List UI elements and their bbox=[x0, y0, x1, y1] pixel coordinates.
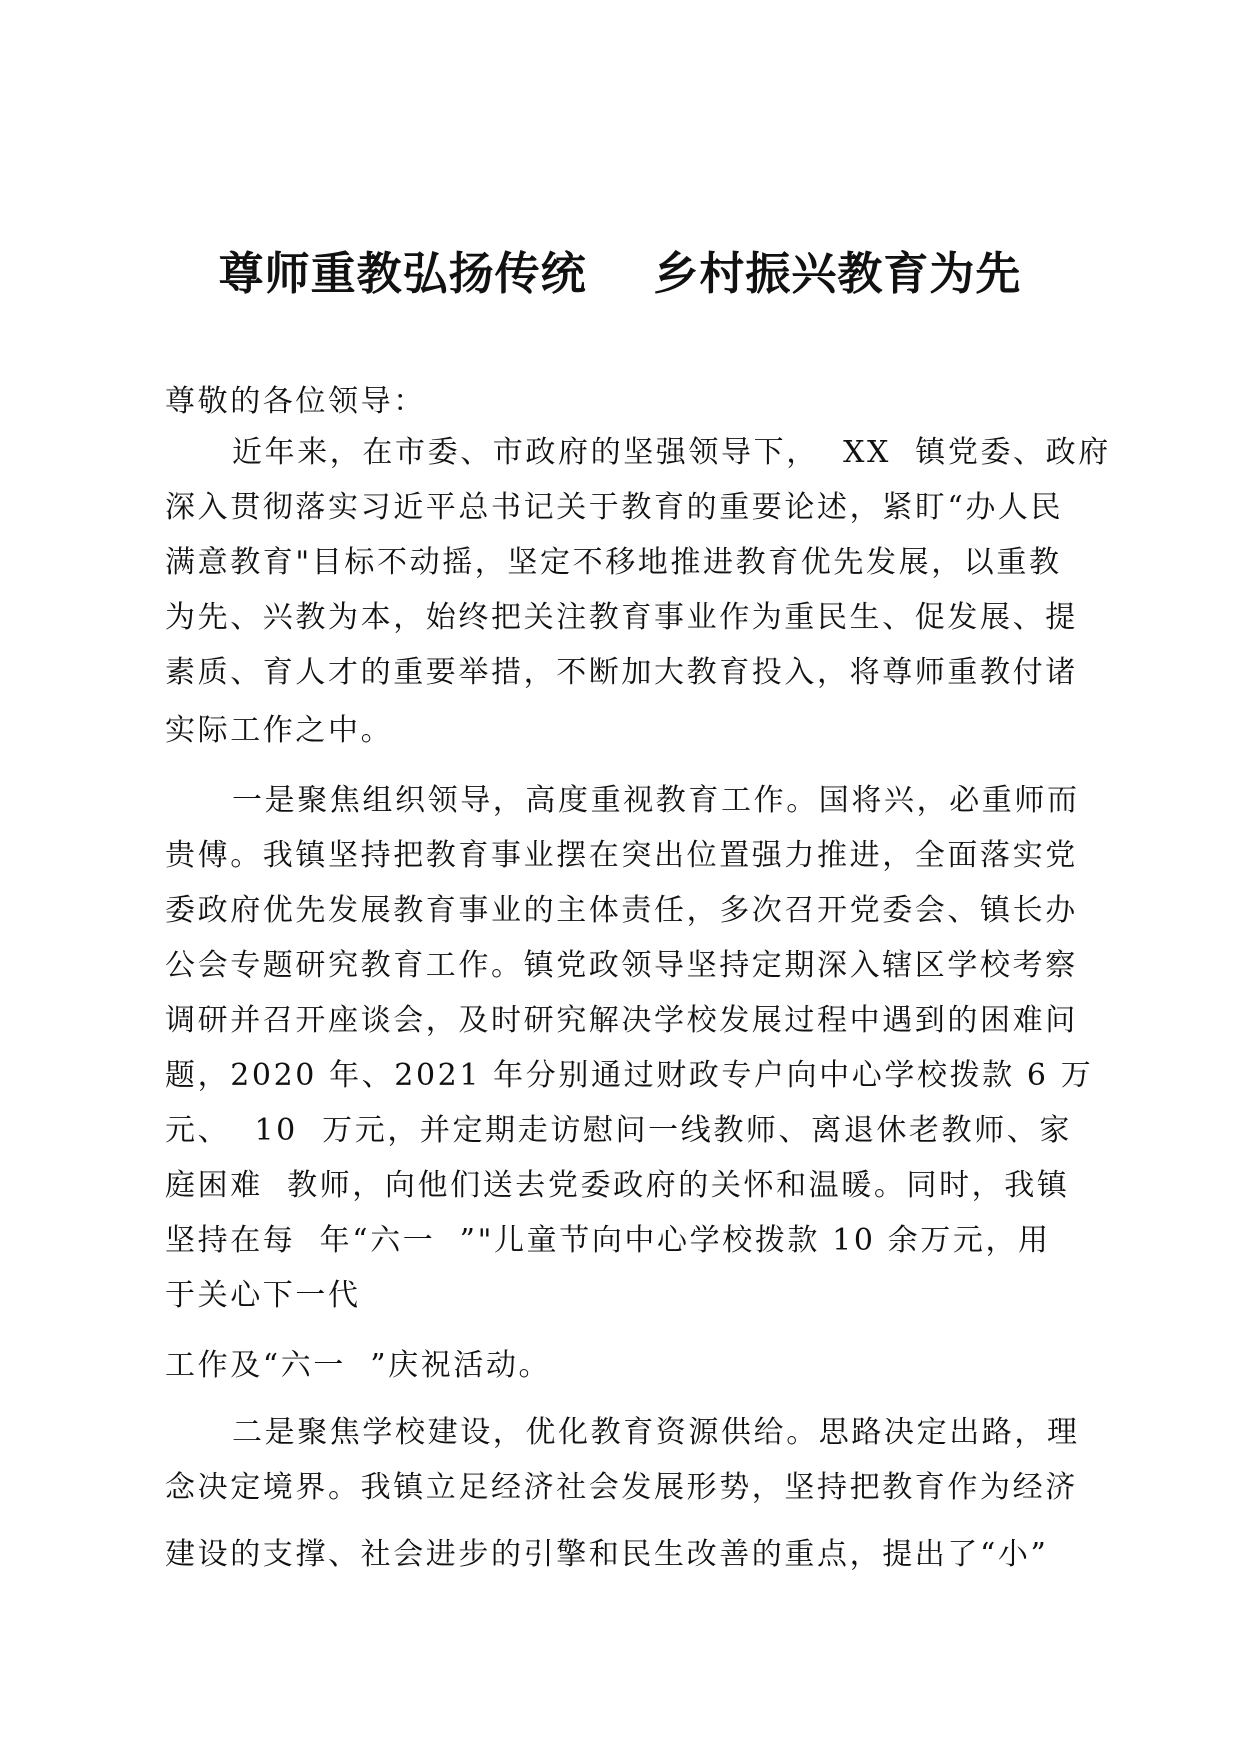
paragraph-line: 贵傅。我镇坚持把教育事业摆在突出位置强力推进，全面落实党 bbox=[165, 838, 1078, 873]
paragraph-line: 为先、兴教为本，始终把关注教育事业作为重民生、促发展、提 bbox=[165, 600, 1078, 635]
paragraph-line: 实际工作之中。 bbox=[165, 713, 394, 748]
paragraph-line: 于关心下一代 bbox=[165, 1278, 361, 1313]
document-title: 尊师重教弘扬传统 乡村振兴教育为先 bbox=[218, 247, 1022, 300]
paragraph-line: 二是聚焦学校建设，优化教育资源供给。思路决定出路，理 bbox=[232, 1415, 1080, 1450]
greeting: 尊敬的各位领导： bbox=[165, 384, 426, 419]
paragraph-line: 念决定境界。我镇立足经济社会发展形势，坚持把教育作为经济 bbox=[165, 1470, 1078, 1505]
paragraph-line: 调研并召开座谈会，及时研究解决学校发展过程中遇到的困难问 bbox=[165, 1003, 1078, 1038]
paragraph-line: 近年来，在市委、市政府的坚强领导下， XX 镇党委、政府 bbox=[232, 435, 1111, 470]
paragraph-line: 建设的支撑、社会进步的引擎和民生改善的重点，提出了“小” bbox=[165, 1537, 1049, 1572]
paragraph-line: 公会专题研究教育工作。镇党政领导坚持定期深入辖区学校考察 bbox=[165, 948, 1078, 983]
paragraph-line: 工作及“六一 ”庆祝活动。 bbox=[165, 1348, 552, 1383]
paragraph-line: 深入贯彻落实习近平总书记关于教育的重要论述，紧盯“办人民 bbox=[165, 490, 1064, 525]
paragraph-line: 一是聚焦组织领导，高度重视教育工作。国将兴，必重师而 bbox=[232, 783, 1080, 818]
paragraph-line: 满意教育"目标不动摇，坚定不移地推进教育优先发展，以重教 bbox=[165, 545, 1062, 580]
paragraph-line: 委政府优先发展教育事业的主体责任，多次召开党委会、镇长办 bbox=[165, 893, 1078, 928]
paragraph-line: 坚持在每 年“六一 ”"儿童节向中心学校拨款 10 余万元，用 bbox=[165, 1223, 1051, 1258]
paragraph-line: 题，2020 年、2021 年分别通过财政专户向中心学校拨款 6 万 bbox=[165, 1058, 1094, 1093]
paragraph-line: 素质、育人才的重要举措，不断加大教育投入，将尊师重教付诸 bbox=[165, 655, 1078, 690]
paragraph-line: 元、 10 万元，并定期走访慰问一线教师、离退休老教师、家 bbox=[165, 1113, 1072, 1148]
paragraph-line: 庭困难 教师，向他们送去党委政府的关怀和温暖。同时，我镇 bbox=[165, 1168, 1070, 1203]
